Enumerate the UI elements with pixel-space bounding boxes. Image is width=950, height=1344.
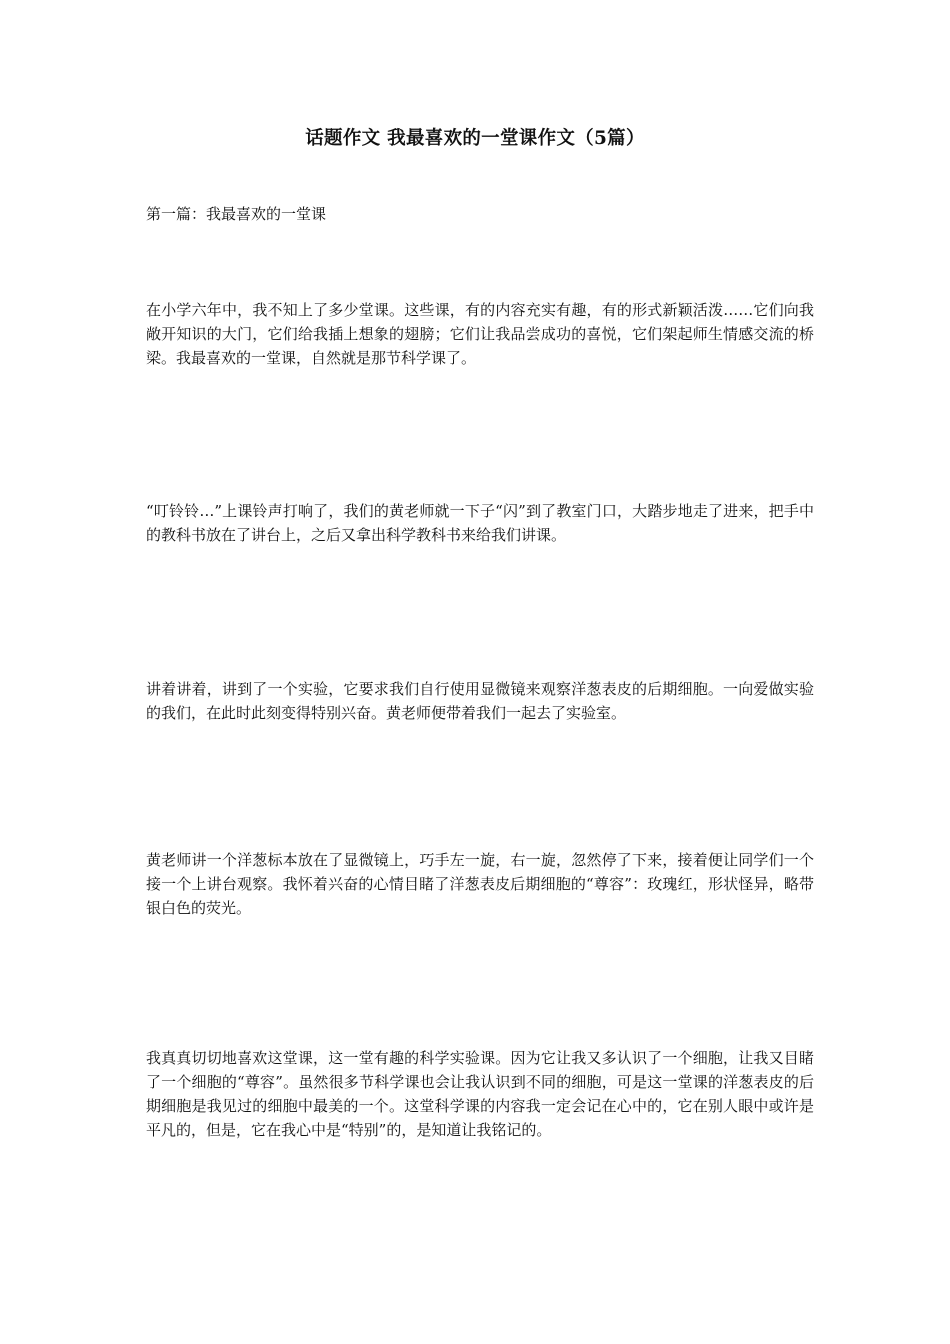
paragraph-3: 讲着讲着，讲到了一个实验，它要求我们自行使用显微镜来观察洋葱表皮的后期细胞。一向爱做实验的我们，在此时此刻变得特别兴奋。黄老师便带着我们一起去了实验室。 [146,680,814,722]
paragraph-2: “叮铃铃…”上课铃声打响了，我们的黄老师就一下子“闪”到了教室门口，大踏步地走了进来，把手中的教科书放在了讲台上，之后又拿出科学教科书来给我们讲课。 [146,502,814,544]
paragraph-4: 黄老师讲一个洋葱标本放在了显微镜上，巧手左一旋，右一旋，忽然停了下来，接着便让同学们一个接一个上讲台观察。我怀着兴奋的心情目睹了洋葱表皮后期细胞的“尊容”：玫瑰红，形状怪异，略带银白色的荧光。 [146,851,814,917]
paragraph-1: 在小学六年中，我不知上了多少堂课。这些课，有的内容充实有趣，有的形式新颖活泼……它们向我敞开知识的大门，它们给我插上想象的翅膀；它们让我品尝成功的喜悦，它们架起师生情感交流的桥梁。我最喜欢的一堂课，自然就是那节科学课了。 [146,301,814,367]
paragraph-5: 我真真切切地喜欢这堂课，这一堂有趣的科学实验课。因为它让我又多认识了一个细胞，让我又目睹了一个细胞的“尊容”。虽然很多节科学课也会让我认识到不同的细胞，可是这一堂课的洋葱表皮的后期细胞是我见过的细胞中最美的一个。这堂科学课的内容我一定会记在心中的，它在别人眼中或许是平凡的，但是，它在我心中是“特别”的，是知道让我铭记的。 [146,1049,814,1139]
section-heading: 第一篇：我最喜欢的一堂课 [146,205,327,223]
document-title: 话题作文 我最喜欢的一堂课作文（5篇） [305,128,645,149]
